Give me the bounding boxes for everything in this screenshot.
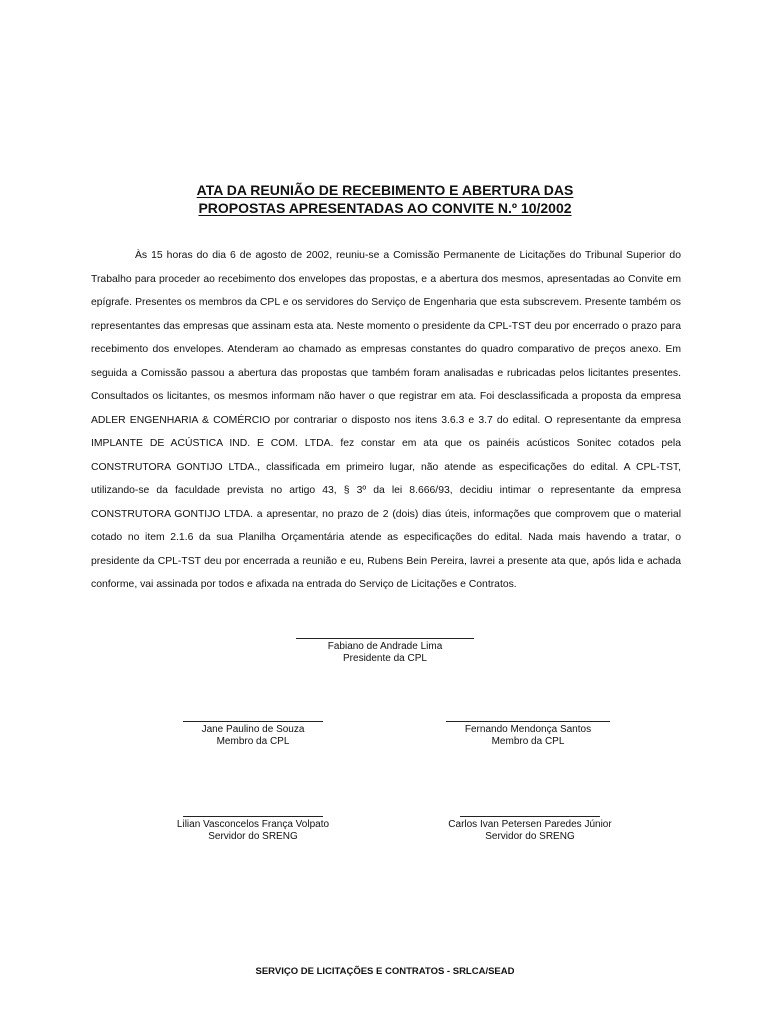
- signature-line: [296, 638, 474, 639]
- document-title-line-1: [0, 182, 770, 199]
- signatory-role: Membro da CPL: [216, 736, 290, 747]
- signature-line: [446, 721, 610, 722]
- signature-member-1: [160, 721, 346, 748]
- footer-text: SERVIÇO DE LICITAÇÕES E CONTRATOS - SRLCA/SEAD: [255, 966, 515, 977]
- signature-servant-2: [425, 816, 635, 843]
- signature-line: [183, 721, 323, 722]
- signatory-role: Servidor do SRENG: [485, 831, 575, 842]
- signature-member-2: [430, 721, 626, 748]
- signatory-name: Carlos Ivan Petersen Paredes Júnior: [448, 819, 612, 830]
- minutes-paragraph: Às 15 horas do dia 6 de agosto de 2002, reuniu-se a Comissão Permanente de Licitações do Tribunal Superior do Trabalho para proceder ao recebimento dos envelopes das propostas, e a abertura dos mesmos, apresentadas ao Convite em epígrafe. Presentes os membros da CPL e os servidores do Serviço de Engenharia que esta subscrevem. Presente também os representantes das empresas que assinam esta ata. Neste momento o presidente da CPL-TST deu por encerrado o prazo para recebimento dos envelopes. Atenderam ao chamado as empresas constantes do quadro comparativo de preços anexo. Em seguida a Comissão passou a abertura das propostas que também foram analisadas e rubricadas pelos licitantes presentes. Consultados os licitantes, os mesmos informam não haver o que registrar em ata. Foi desclassificada a proposta da empresa ADLER ENGENHARIA & COMÉRCIO por contrariar o disposto nos itens 3.6.3 e 3.7 do edital. O representante da empresa IMPLANTE DE ACÚSTICA IND. E COM. LTDA. fez constar em ata que os painéis acústicos Sonitec cotados pela CONSTRUTORA GONTIJO LTDA., classificada em primeiro lugar, não atende as especificações do edital. A CPL-TST, utilizando-se da faculdade prevista no artigo 43, § 3º da lei 8.666/93, decidiu intimar o representante da empresa CONSTRUTORA GONTIJO LTDA. a apresentar, no prazo de 2 (dois) dias úteis, informações que comprovem que o material cotado no item 2.1.6 da sua Planilha Orçamentária atende as especificações do edital. Nada mais havendo a tratar, o presidente da CPL-TST deu por encerrada a reunião e eu, Rubens Bein Pereira, lavrei a presente ata que, após lida e achada conforme, vai assinada por todos e afixada na entrada do Serviço de Licitações e Contratos.: [91, 250, 681, 590]
- signatory-name: Fernando Mendonça Santos: [464, 724, 592, 735]
- signatory-role: Membro da CPL: [491, 736, 565, 747]
- signatory-role: Presidente da CPL: [343, 653, 427, 664]
- signature-servant-1: [160, 816, 346, 843]
- signature-president: [290, 638, 480, 665]
- signatory-name: Jane Paulino de Souza: [201, 724, 305, 735]
- signatory-name: Fabiano de Andrade Lima: [327, 641, 443, 652]
- document-title-line-2: [0, 200, 770, 217]
- document-title-text-2: PROPOSTAS APRESENTADAS AO CONVITE N.º 10/2002: [198, 200, 572, 216]
- minutes-body: [91, 244, 681, 597]
- signatory-name: Lilian Vasconcelos França Volpato: [176, 819, 330, 830]
- document-title-text-1: ATA DA REUNIÃO DE RECEBIMENTO E ABERTURA DAS: [196, 182, 574, 198]
- signature-line: [183, 816, 323, 817]
- page-footer: [0, 966, 770, 977]
- signature-line: [460, 816, 600, 817]
- signatory-role: Servidor do SRENG: [208, 831, 298, 842]
